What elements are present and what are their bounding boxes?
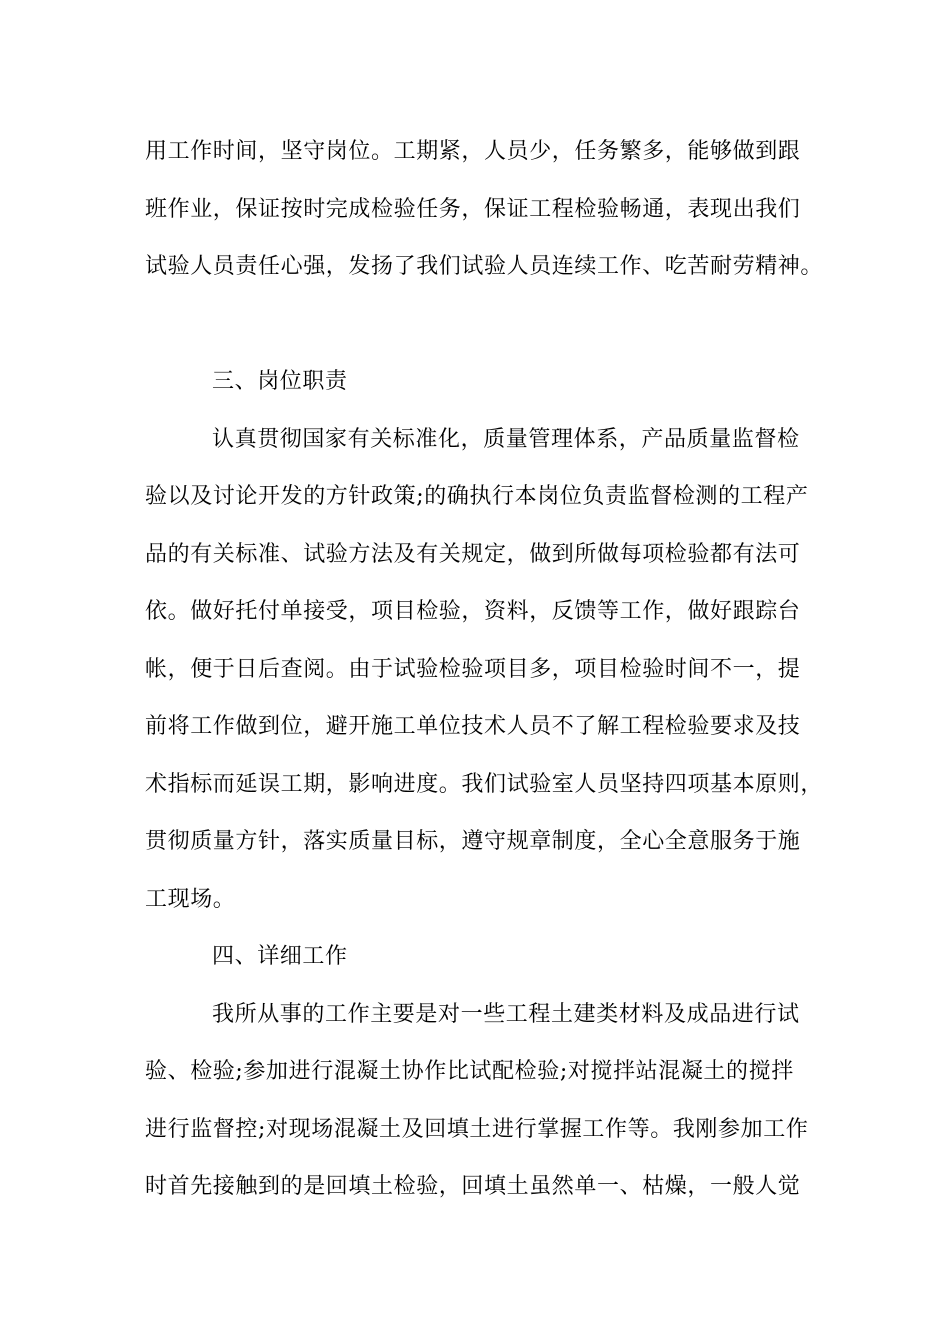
- paragraph-line: 工现场。: [145, 887, 236, 912]
- paragraph-line: 品的有关标准、试验方法及有关规定，做到所做每项检验都有法可: [145, 542, 801, 567]
- paragraph-line: 班作业，保证按时完成检验任务，保证工程检验畅通，表现出我们: [145, 197, 801, 222]
- paragraph-line: 我所从事的工作主要是对一些工程土建类材料及成品进行试: [212, 1002, 800, 1027]
- paragraph-line: 术指标而延误工期，影响进度。我们试验室人员坚持四项基本原则，: [145, 772, 824, 797]
- paragraph-line: 验、检验;参加进行混凝土协作比试配检验;对搅拌站混凝土的搅拌: [145, 1059, 794, 1084]
- paragraph-line: 依。做好托付单接受，项目检验，资料，反馈等工作，做好跟踪台: [145, 599, 801, 624]
- paragraph-line: 帐，便于日后查阅。由于试验检验项目多，项目检验时间不一，提: [145, 657, 801, 682]
- paragraph-line: 贯彻质量方针，落实质量目标，遵守规章制度，全心全意服务于施: [145, 829, 801, 854]
- paragraph-line: 试验人员责任心强，发扬了我们试验人员连续工作、吃苦耐劳精神。: [145, 254, 824, 279]
- paragraph-line: 验以及讨论开发的方针政策;的确执行本岗位负责监督检测的工程产: [145, 484, 809, 509]
- paragraph-line: 前将工作做到位，避开施工单位技术人员不了解工程检验要求及技: [145, 714, 801, 739]
- section-heading-4: 四、详细工作: [212, 944, 348, 969]
- paragraph-line: 进行监督控;对现场混凝土及回填土进行掌握工作等。我刚参加工作: [145, 1117, 809, 1142]
- paragraph-line: 认真贯彻国家有关标准化，质量管理体系，产品质量监督检: [212, 427, 800, 452]
- section-heading-3: 三、岗位职责: [212, 369, 348, 394]
- paragraph-line: 时首先接触到的是回填土检验，回填土虽然单一、枯燥，一般人觉: [145, 1174, 801, 1199]
- paragraph-line: 用工作时间，坚守岗位。工期紧，人员少，任务繁多，能够做到跟: [145, 139, 801, 164]
